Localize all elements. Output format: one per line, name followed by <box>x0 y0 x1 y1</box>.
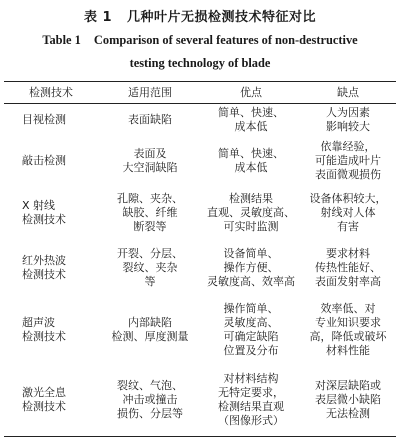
table-caption-en-line1 <box>4 33 396 48</box>
table-header <box>4 82 396 104</box>
cell-scope: 表面缺陷 <box>128 113 172 127</box>
cell-disadvantages: 人为因素 影响较大 <box>326 106 370 134</box>
cell-advantages: 简单、快速、 成本低 <box>218 106 284 134</box>
table-title-cn: 几种叶片无损检测技术特征对比 <box>127 10 317 25</box>
cell-advantages: 操作简单、 灵敏度高、 可确定缺陷 位置及分布 <box>223 302 279 357</box>
table-row <box>4 137 396 186</box>
table-row <box>4 186 396 240</box>
cell-disadvantages: 效率低、对 专业知识要求 高，降低或破坏 材料性能 <box>309 302 387 357</box>
cell-advantages: 设备简单、 操作方便、 灵敏度高、效率高 <box>207 246 295 288</box>
cell-advantages: 对材料结构 无特定要求， 检测结果直观 （图像形式） <box>202 365 300 437</box>
cell-disadvantages: 对深层缺陷或 表层微小缺陷 无法检测 <box>300 365 396 437</box>
table-number-en: Table 1 <box>42 33 81 47</box>
cell-scope: 开裂、分层、 裂纹、夹杂 等 <box>117 246 183 288</box>
table-title-en-line1: Comparison of several features of non-destructive <box>93 33 358 47</box>
cell-disadvantages: 要求材料 传热性能好、 表面发射率高 <box>315 246 381 288</box>
cell-technique: X 射线 检测技术 <box>22 198 66 226</box>
cell-advantages: 简单、快速、 成本低 <box>218 147 284 174</box>
table-row <box>4 296 396 365</box>
cell-technique: 激光全息 检测技术 <box>4 365 98 437</box>
header-scope: 适用范围 <box>98 82 202 104</box>
comparison-table <box>4 81 396 437</box>
table-row <box>4 104 396 137</box>
table-row <box>4 240 396 296</box>
table-caption-en-line2: testing technology of blade <box>129 56 271 70</box>
table-row <box>4 365 396 437</box>
header-disadvantages: 缺点 <box>300 82 396 104</box>
cell-scope: 表面及 大空洞缺陷 <box>122 147 178 174</box>
cell-technique: 超声波 检测技术 <box>22 316 66 343</box>
cell-disadvantages: 依靠经验， 可能造成叶片 表面微观损伤 <box>315 140 381 181</box>
cell-disadvantages: 设备体积较大， 射线对人体 有害 <box>309 191 387 233</box>
table-caption-cn <box>0 6 400 25</box>
cell-scope: 孔隙、夹杂、 缺胶、纤维 断裂等 <box>117 191 183 233</box>
cell-technique: 敲击检测 <box>22 154 66 167</box>
cell-advantages: 检测结果 直观、灵敏度高、 可实时监测 <box>207 191 295 233</box>
cell-technique: 目视检测 <box>22 113 66 127</box>
header-technique: 检测技术 <box>4 82 98 104</box>
cell-scope: 裂纹、气泡、 冲击或撞击 损伤、分层等 <box>98 365 202 437</box>
table-body <box>4 104 396 437</box>
header-row <box>4 82 396 104</box>
cell-technique: 红外热波 检测技术 <box>22 253 66 281</box>
cell-scope: 内部缺陷 检测、厚度测量 <box>111 316 189 343</box>
header-advantages: 优点 <box>202 82 300 104</box>
table-number-cn: 表 1 <box>83 10 113 25</box>
